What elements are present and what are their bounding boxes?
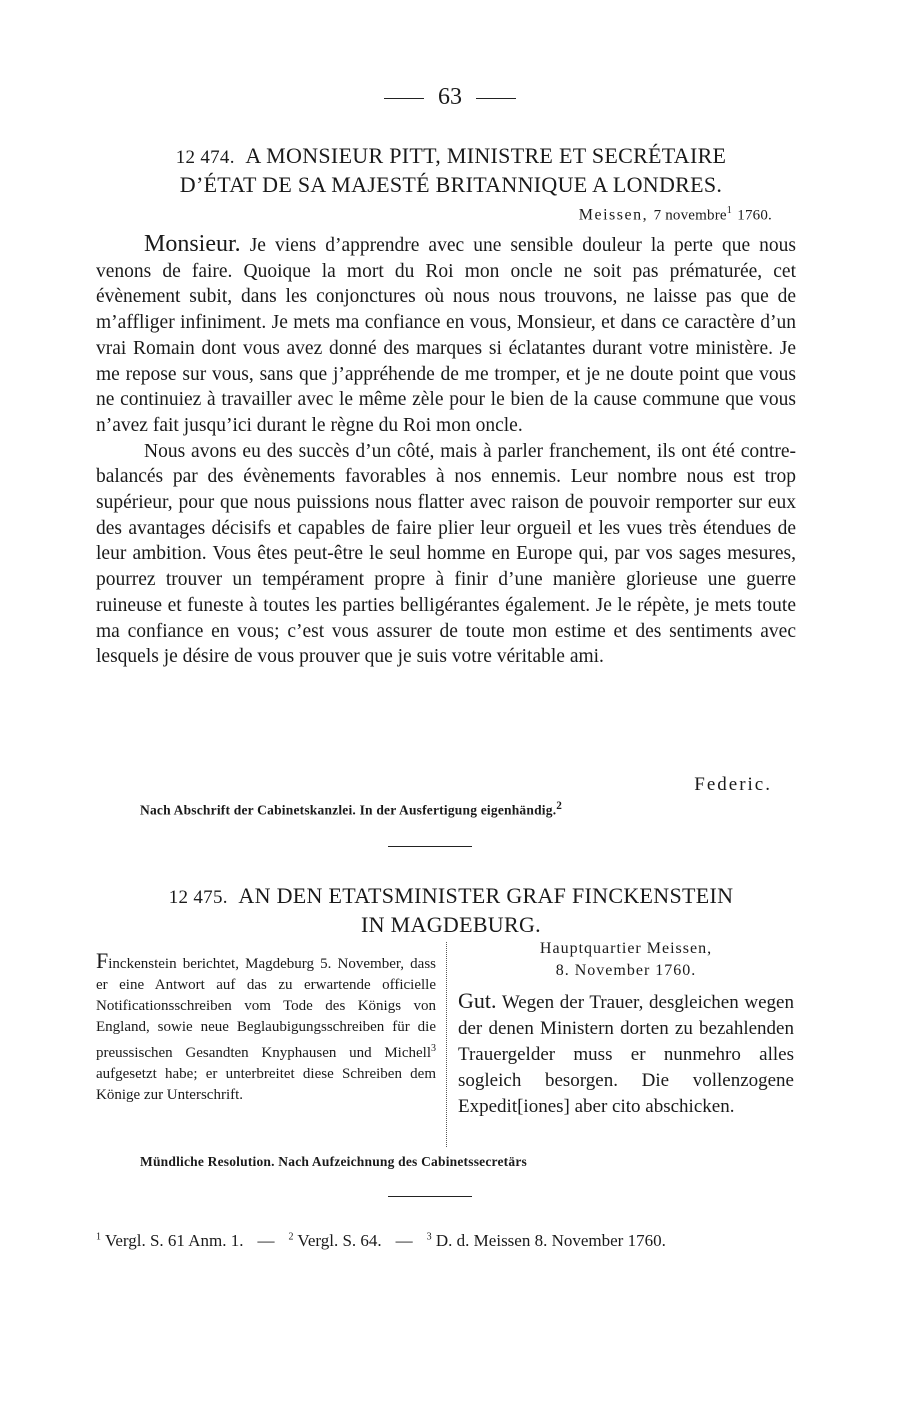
page-number-dash-right [476,98,516,99]
letter2-title-line2: IN MAGDEBURG. [361,912,541,937]
letter1-signature: Federic. [694,774,772,795]
footnote-separator-2: — [395,1230,413,1250]
section-divider-1 [388,846,472,847]
letter1-body [96,232,796,670]
footnote-1-mark: 1 [96,1231,101,1242]
letter2-number: 12 475. [168,887,228,908]
letter2-right-initial: Gut. [458,988,497,1013]
letter1-dateline-date: 7 novembre [653,207,727,224]
footnote-3 [427,1231,666,1250]
page-number-value: 63 [438,84,462,110]
letter2-report-summary [96,950,436,1106]
letter1-title-line1: A MONSIEUR PITT, MINISTRE ET SECRÉTAIRE [245,143,727,168]
letter2-dateline [456,938,796,982]
letter2-dateline-line2: 8. November 1760. [555,962,697,979]
letter2-source-note: Mündliche Resolution. Nach Aufzeichnung des Cabinetssecretärs [140,1154,527,1169]
letter2-heading-line1 [96,882,806,911]
letter2-left-text-end: aufgesetzt habe; er unterbreitet diese Schreiben dem Könige zur Unterschrift. [96,1066,436,1103]
letter1-title-line2: D’ÉTAT DE SA MAJESTÉ BRITANNIQUE A LONDRES. [179,172,723,197]
footnote-2-text: Vergl. S. 64. [293,1230,382,1250]
column-divider [446,942,447,1147]
letter1-number: 12 474. [175,147,235,168]
footnote-3-text: D. d. Meissen 8. November 1760. [431,1230,666,1250]
letter1-paragraph-1 [96,232,796,439]
letter1-heading [96,142,806,198]
letter1-salutation: Monsieur. [144,231,241,257]
footnote-3-mark: 3 [426,1231,432,1242]
letter2-resolution [458,988,794,1120]
footnote-2 [288,1231,381,1250]
letter1-dateline-footnote-mark: 1 [726,205,734,216]
footnote-1 [96,1231,243,1250]
letter1-heading-line1 [96,142,806,171]
footnote-2-mark: 2 [288,1231,294,1242]
letter2-left-text: inckenstein berichtet, Magdeburg 5. November, dass er eine Antwort auf das zu erwartende officielle Notificationsschreiben vom Tode des Königs von England, sowie neue Beglaubigungsschreiben für die preussischen Gesandten Knyphausen und Michell [96,956,436,1061]
letter2-dateline-line1: Hauptquartier Meissen, [539,940,713,957]
footnote-1-text: Vergl. S. 61 Anm. 1. [101,1230,244,1250]
section-divider-2 [388,1196,472,1197]
page-number [0,84,900,111]
letter2-title-line1: AN DEN ETATSMINISTER GRAF FINCKENSTEIN [238,883,734,908]
footnote-separator-1: — [257,1230,275,1250]
letter2-right-text: Wegen der Trauer, desgleichen wegen der denen Ministern dorten zu bezahlenden Trauergelder muss er nunmehro alles sogleich besorgen. Die vollenzogene Expedit[iones] aber cito abschicken. [458,992,794,1117]
footnotes [96,1224,796,1253]
letter1-paragraph-2: Nous avons eu des succès d’un côté, mais à parler franchement, ils ont été contre-balancés par des évènements favorables à nos ennemis. Leur nombre nous est trop supérieur, pour que nous puissions nous flatter avec raison de pouvoir remporter sur eux des avantages décisifs et capables de faire plier leur orgueil et les vues très étendues de leur ambition. Vous êtes peut-être le seul homme en Europe qui, par vos sages mesures, pourrez trouver un tempérament propre à finir d’une manière glorieuse une guerre ruineuse et funeste à toutes les parties belligérantes également. Je le répète, je mets toute ma confiance en vous; c’est vous assurer de toute mon estime et des sentiments avec lesquels je désire de vous prouver que je suis votre véritable ami. [96,440,796,668]
page-number-dash-left [384,98,424,99]
letter1-para1-text: Je viens d’apprendre avec une sensible douleur la perte que nous venons de faire. Quoique la mort du Roi mon oncle ne soit pas prématurée, cet évènement subit, dans les conjonctures où nous nous trouvons, ne laisse pas que de m’affliger infiniment. Je mets ma confiance en vous, Monsieur, et dans ce caractère d’un vrai Romain dont vous avez donné des marques si éclatantes durant votre ministère. Je me repose sur vous, sans que j’appréhende de me tromper, et je ne doute point que vous ne continuiez à travailler avec le même zèle pour le bien de la cause commune que vous n’avez fait jusqu’ici durant le règne du Roi mon oncle. [96,235,797,436]
letter1-source-note-footnote-mark: 2 [556,800,563,812]
letter1-dateline-place: Meissen, [578,206,649,224]
letter2-heading [96,882,806,938]
letter1-dateline [579,205,772,224]
letter2-left-initial: F [96,948,109,973]
letter1-source-note [140,800,562,819]
letter1-source-note-text: Nach Abschrift der Cabinetskanzlei. In der Ausfertigung eigenhändig. [140,802,557,818]
letter1-dateline-year: 1760. [733,207,772,224]
letter2-left-footnote-mark: 3 [431,1043,436,1054]
